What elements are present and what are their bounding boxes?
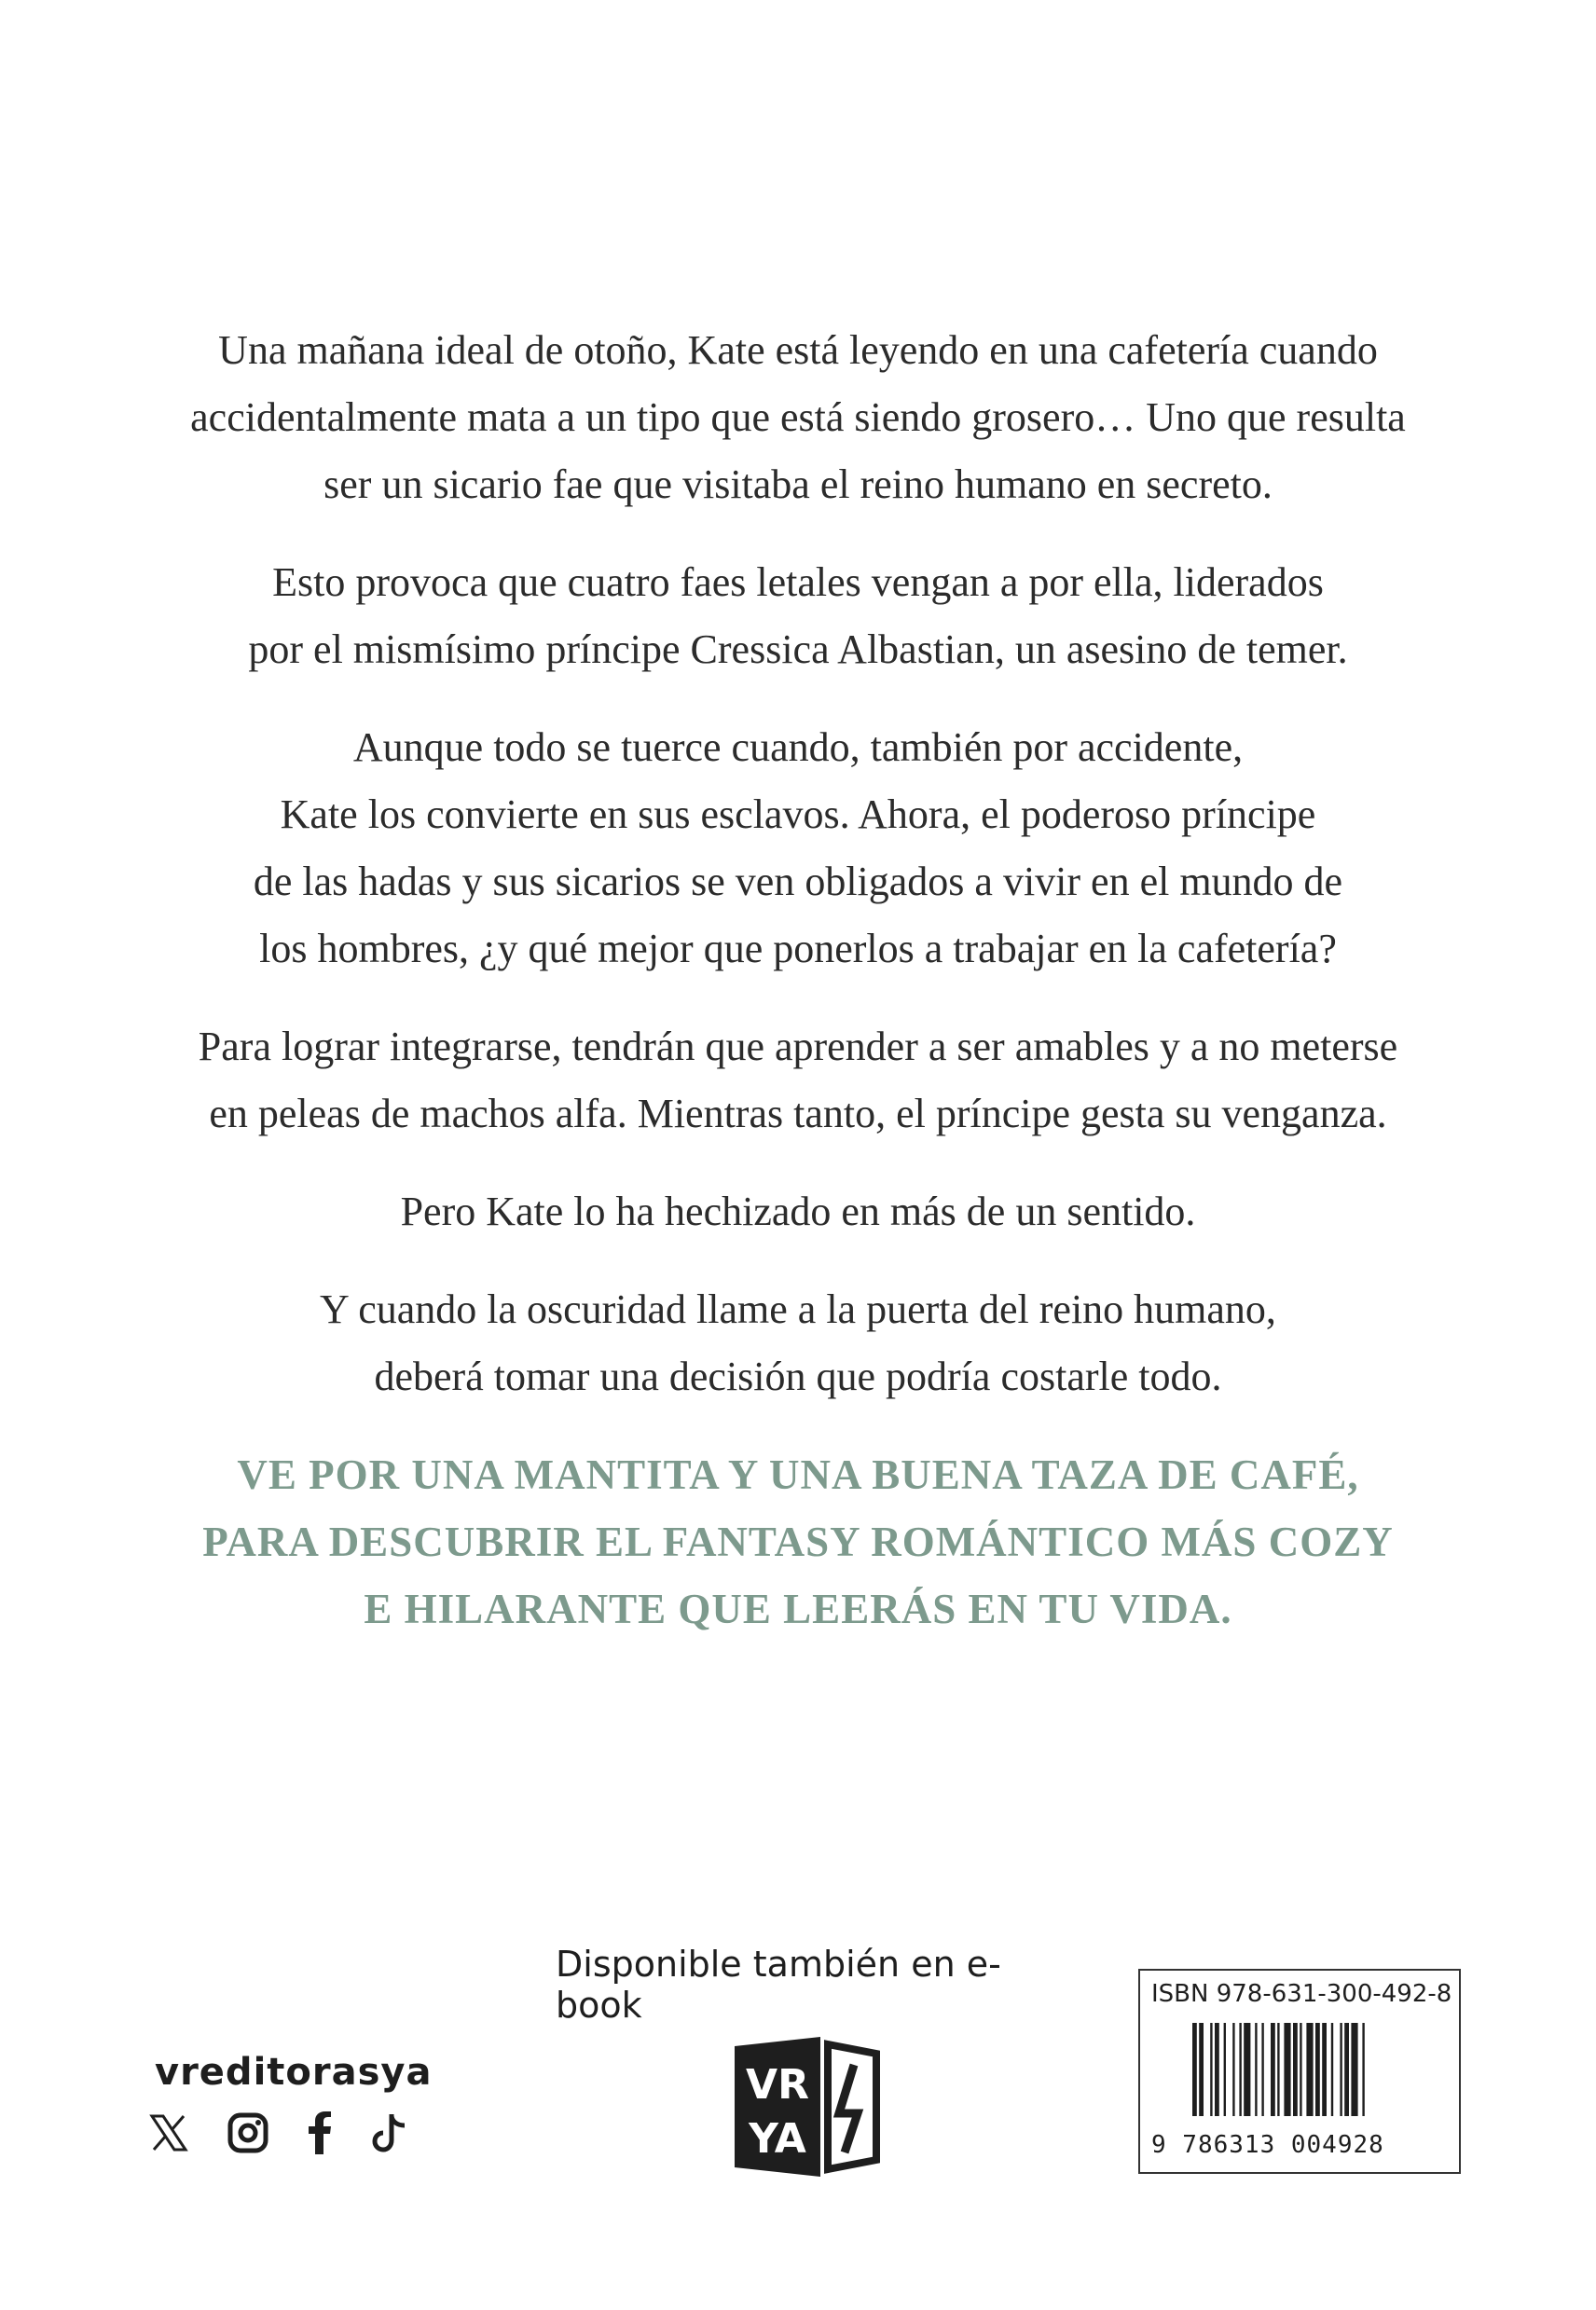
barcode-number: 9 786313 004928	[1151, 2131, 1384, 2159]
ebook-availability-note: Disponible también en e-book	[556, 1944, 1001, 2026]
social-icons	[149, 2111, 408, 2154]
blurb-paragraph	[112, 1178, 1484, 1245]
isbn-barcode	[1138, 1969, 1461, 2174]
blurb-paragraph	[112, 317, 1484, 518]
blurb-line: de las hadas y sus sicarios se ven obligados a vivir en el mundo de	[253, 859, 1343, 904]
isbn-label: ISBN 978-631-300-492-8	[1151, 1980, 1452, 2008]
publisher-handle: vreditorasya	[155, 2051, 433, 2094]
blurb-line: Una mañana ideal de otoño, Kate está leyendo en una cafetería cuando	[218, 327, 1378, 373]
blurb-line: Para lograr integrarse, tendrán que aprender a ser amables y a no meterse	[198, 1024, 1398, 1069]
tiktok-icon	[371, 2112, 408, 2153]
blurb-paragraph	[112, 549, 1484, 683]
blurb-line: Pero Kate lo ha hechizado en más de un sentido.	[400, 1189, 1196, 1234]
blurb-line: Y cuando la oscuridad llame a la puerta del reino humano,	[320, 1286, 1276, 1332]
blurb-paragraph	[112, 1013, 1484, 1148]
back-cover-blurb	[112, 317, 1484, 1643]
blurb-line: Kate los convierte en sus esclavos. Ahora, el poderoso príncipe	[280, 791, 1316, 837]
blurb-line: los hombres, ¿y qué mejor que ponerlos a trabajar en la cafetería?	[259, 926, 1337, 971]
blurb-line: ser un sicario fae que visitaba el reino humano en secreto.	[323, 461, 1273, 507]
vrya-logo-bottom: YA	[749, 2115, 806, 2163]
vrya-imprint-logo	[735, 2037, 884, 2177]
facebook-icon	[308, 2111, 332, 2154]
blurb-line: por el mismísimo príncipe Cressica Albastian, un asesino de temer.	[248, 626, 1348, 672]
x-icon	[149, 2114, 188, 2152]
blurb-line: deberá tomar una decisión que podría costarle todo.	[374, 1354, 1222, 1399]
blurb-line: Aunque todo se tuerce cuando, también por accidente,	[352, 724, 1244, 770]
tagline-line: E HILARANTE QUE LEERÁS EN TU VIDA.	[364, 1586, 1232, 1632]
blurb-paragraph	[112, 714, 1484, 983]
vrya-logo-top: VR	[746, 2061, 809, 2109]
instagram-icon	[227, 2112, 268, 2153]
tagline-line: PARA DESCUBRIR EL FANTASY ROMÁNTICO MÁS COZY	[202, 1519, 1394, 1565]
tagline	[112, 1441, 1484, 1643]
blurb-line: accidentalmente mata a un tipo que está siendo grosero… Uno que resulta	[190, 394, 1406, 440]
barcode-bars	[1192, 2023, 1446, 2116]
blurb-paragraph	[112, 1276, 1484, 1410]
tagline-line: VE POR UNA MANTITA Y UNA BUENA TAZA DE CAFÉ,	[237, 1451, 1359, 1498]
blurb-line: en peleas de machos alfa. Mientras tanto, el príncipe gesta su venganza.	[209, 1091, 1387, 1136]
blurb-line: Esto provoca que cuatro faes letales vengan a por ella, liderados	[272, 559, 1324, 605]
